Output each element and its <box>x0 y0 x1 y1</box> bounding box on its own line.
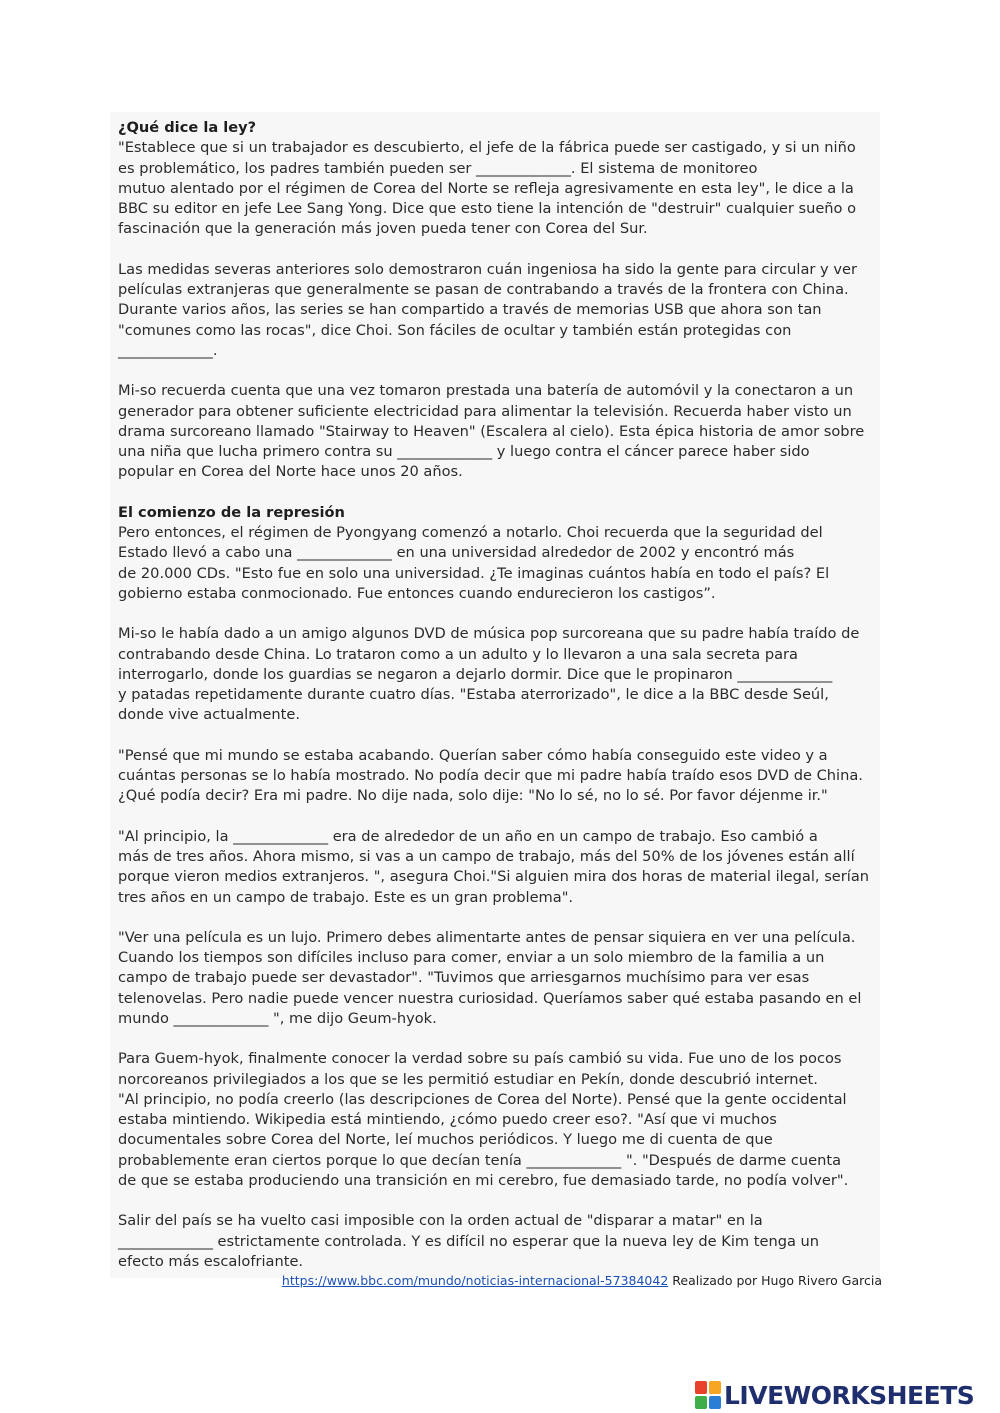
section-heading-ley: ¿Qué dice la ley? <box>118 119 257 136</box>
logo-wordmark: LIVEWORKSHEETS <box>724 1380 975 1410</box>
credit-text: Realizado por Hugo Rivero Garcia <box>668 1273 882 1288</box>
section-heading-represion: El comienzo de la represión <box>118 503 345 521</box>
logo-square-blue <box>709 1396 721 1409</box>
source-line <box>110 1273 882 1289</box>
logo-square-red <box>695 1381 707 1394</box>
paragraph-6: "Pensé que mi mundo se estaba acabando. Querían saber cómo había conseguido este video y a cuántas personas se lo había mostrado. No podía decir que mi padre había traído esos DVD de China. ¿Qué podía decir? Era mi padre. No dije nada, solo dije: "No lo sé, no lo sé. Por favor déjenme ir." <box>118 746 863 805</box>
paragraph-5: Mi-so le había dado a un amigo algunos DVD de música pop surcoreana que su padre había traído de contrabando desde China. Lo trataron como a un adulto y lo llevaron a una sala secreta para interrogarlo, donde los guardias se negaron a dejarlo dormir. Dice que le propinaron _____________ y patadas repetidamente durante cuatro días. "Estaba aterrorizado", le dice a la BBC desde Seúl, donde vive actualmente. <box>118 625 860 724</box>
worksheet-text-block <box>110 112 880 1278</box>
logo-square-orange <box>709 1381 721 1394</box>
paragraph-2: Las medidas severas anteriores solo demostraron cuán ingeniosa ha sido la gente para circular y ver películas extranjeras que generalmente se pasan de contrabando a través de la frontera con China. Durante varios años, las series se han compartido a través de memorias USB que ahora son tan "comunes como las rocas", dice Choi. Son fáciles de ocultar y también están protegidas con _____________. <box>118 260 857 359</box>
logo-square-green <box>695 1396 707 1409</box>
paragraph-3: Mi-so recuerda cuenta que una vez tomaron prestada una batería de automóvil y la conectaron a un generador para obtener suficiente electricidad para alimentar la televisión. Recuerda haber visto un drama surcoreano llamado "Stairway to Heaven" (Escalera al cielo). Esta épica historia de amor sobre una niña que lucha primero contra su _____________ y luego contra el cáncer parece haber sido popular en Corea del Norte hace unos 20 años. <box>118 382 865 481</box>
liveworksheets-logo-icon <box>695 1381 721 1409</box>
paragraph-7: "Al principio, la _____________ era de alrededor de un año en un campo de trabajo. Eso cambió a más de tres años. Ahora mismo, si vas a un campo de trabajo, más del 50% de los jóvenes están allí porque vieron medios extranjeros. ", asegura Choi."Si alguien mira dos horas de material ilegal, serían tres años en un campo de trabajo. Este es un gran problema". <box>118 827 870 906</box>
source-link[interactable]: https://www.bbc.com/mundo/noticias-internacional-57384042 <box>281 1273 669 1288</box>
paragraph-1: "Establece que si un trabajador es descubierto, el jefe de la fábrica puede ser castigado, y si un niño es problemático, los padres también pueden ser _____________. El sistema de monitoreo mutuo alentado por el régimen de Corea del Norte se refleja agresivamente en esta ley", le dice a la BBC su editor en jefe Lee Sang Yong. Dice que esto tiene la intención de "destruir" cualquier sueño o fascinación que la generación más joven pueda tener con Corea del Sur. <box>118 139 857 238</box>
liveworksheets-logo <box>695 1378 974 1412</box>
paragraph-8: "Ver una película es un lujo. Primero debes alimentarte antes de pensar siquiera en ver una película. Cuando los tiempos son difíciles incluso para comer, enviar a un solo miembro de la familia a un campo de trabajo puede ser devastador". "Tuvimos que arriesgarnos muchísimo para ver esas telenovelas. Pero nadie puede vencer nuestra curiosidad. Queríamos saber qué estaba pasando en el mundo _____________ ", me dijo Geum-hyok. <box>118 928 862 1027</box>
paragraph-9: Para Guem-hyok, finalmente conocer la verdad sobre su país cambió su vida. Fue uno de los pocos norcoreanos privilegiados a los que se les permitió estudiar en Pekín, donde descubrió internet. "Al principio, no podía creerlo (las descripciones de Corea del Norte). Pensé que la gente occidental estaba mintiendo. Wikipedia está mintiendo, ¿cómo puedo creer eso?. "Así que vi muchos documentales sobre Corea del Norte, leí muchos periódicos. Y luego me di cuenta de que probablemente eran ciertos porque lo que decían tenía _____________ ". "Después de darme cuenta de que se estaba produciendo una transición en mi cerebro, fue demasiado tarde, no podía volver". <box>118 1050 849 1190</box>
paragraph-10: Salir del país se ha vuelto casi imposible con la orden actual de "disparar a matar" en la _____________ estrictamente controlada. Y es difícil no esperar que la nueva ley de Kim tenga un efecto más escalofriante. <box>118 1212 820 1270</box>
paragraph-4: Pero entonces, el régimen de Pyongyang comenzó a notarlo. Choi recuerda que la seguridad del Estado llevó a cabo una _____________ en una universidad alrededor de 2002 y encontró más de 20.000 CDs. "Esto fue en solo una universidad. ¿Te imaginas cuántos había en todo el país? El gobierno estaba conmocionado. Fue entonces cuando endurecieron los castigos”. <box>118 524 830 602</box>
